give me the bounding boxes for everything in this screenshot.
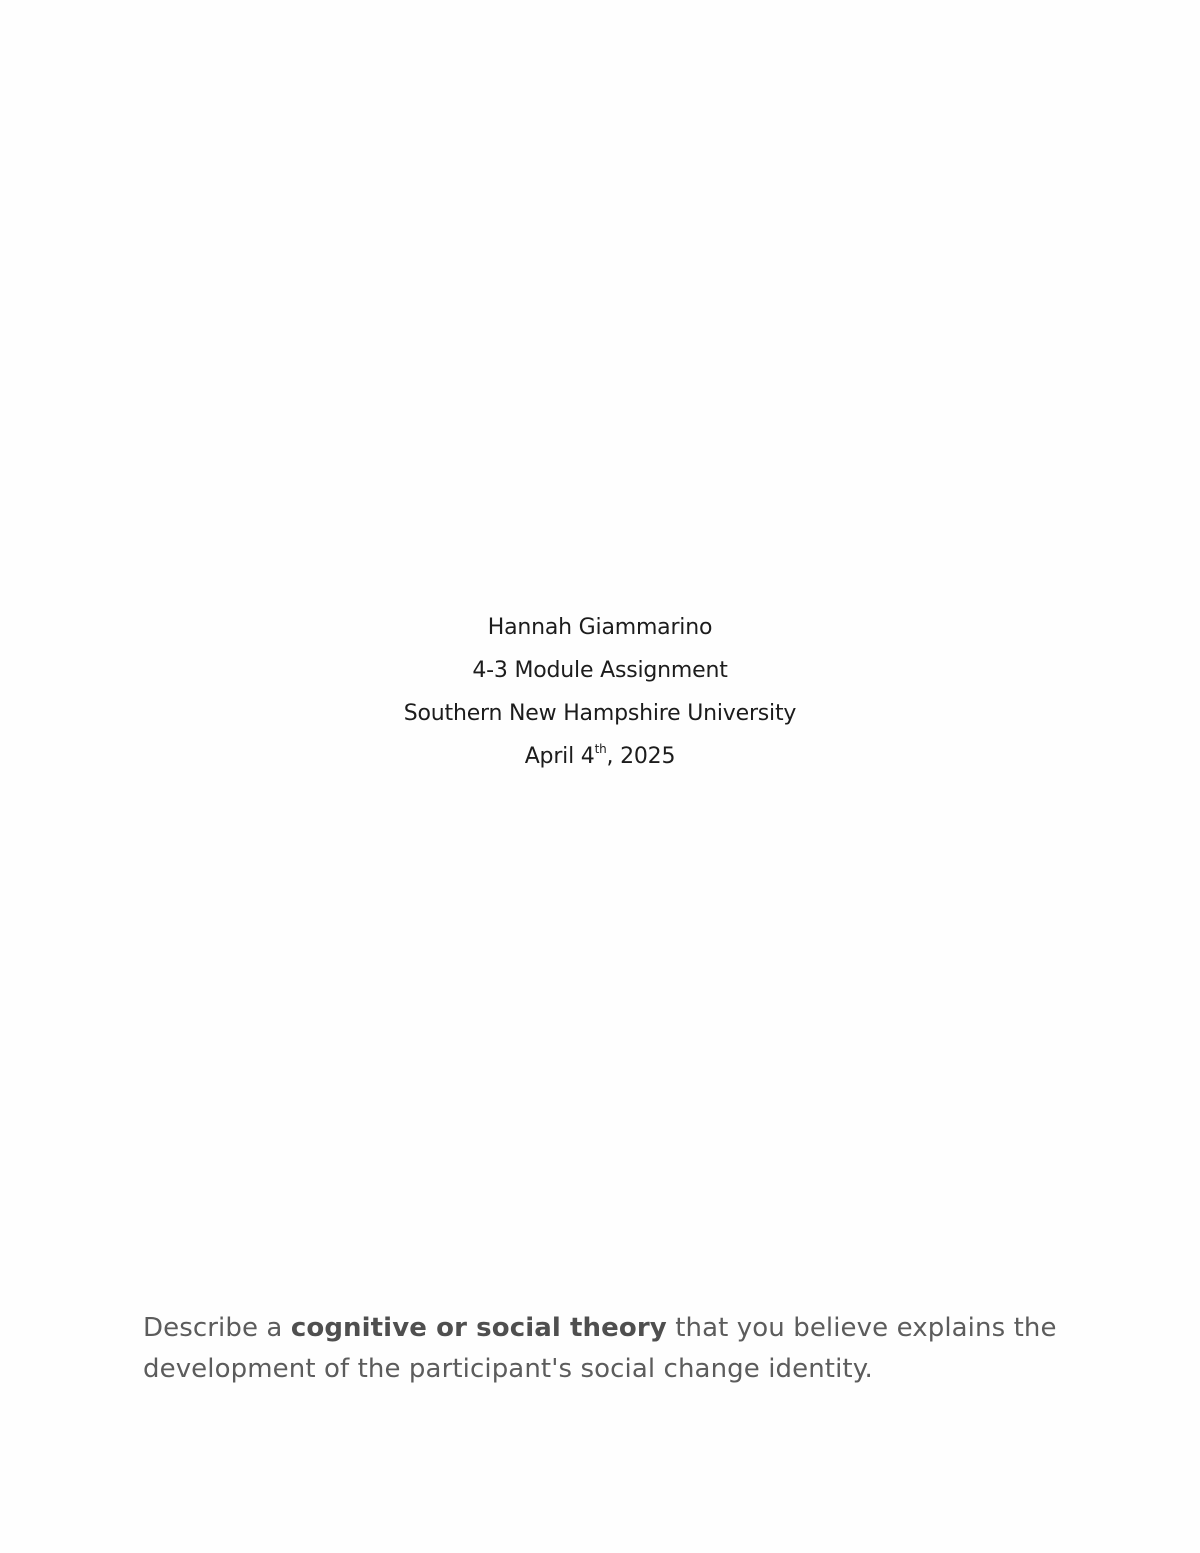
prompt-lead: Describe a [143, 1313, 291, 1343]
prompt-rest: that you believe explains the development of the participant's social change identity. [143, 1313, 1057, 1384]
institution-name: Southern New Hampshire University [403, 701, 797, 726]
author-name: Hannah Giammarino [487, 615, 713, 640]
date-month-day: April 4 [524, 744, 595, 769]
assignment-title: 4-3 Module Assignment [472, 658, 728, 683]
date-year: , 2025 [606, 744, 676, 769]
submission-date [0, 741, 1200, 784]
assignment-prompt [143, 1308, 1083, 1390]
title-block [0, 612, 1200, 784]
prompt-emphasis: cognitive or social theory [290, 1313, 667, 1343]
date-ordinal-suffix: th [594, 741, 607, 756]
